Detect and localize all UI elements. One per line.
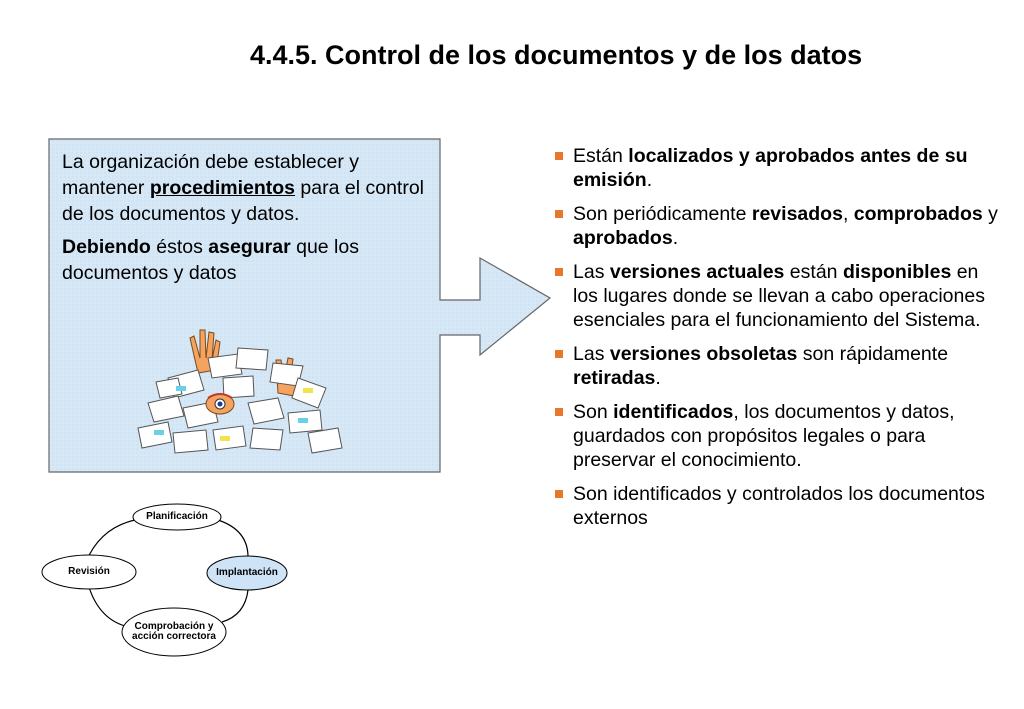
cycle-label-comprobacion-1: Comprobación y bbox=[134, 621, 214, 632]
list-item: Son identificados y controlados los documentos externos bbox=[553, 482, 1003, 530]
procedimientos-keyword: procedimientos bbox=[149, 177, 296, 199]
list-item: Están localizados y aprobados antes de su emisión. bbox=[553, 144, 1003, 192]
list-item: Son periódicamente revisados, comprobados y aprobados. bbox=[553, 202, 1003, 250]
slide-title: 4.4.5. Control de los documentos y de los datos bbox=[250, 40, 863, 70]
cycle-label-implantacion: Implantación bbox=[216, 567, 278, 578]
cycle-label-planificacion: Planificación bbox=[146, 511, 208, 522]
cycle-label-comprobacion-2: acción correctora bbox=[132, 631, 216, 642]
callout-paragraph-2: Debiendo éstos asegurar que los documentos y datos bbox=[62, 236, 359, 284]
cycle-label-revision: Revisión bbox=[68, 566, 110, 577]
callout-paragraph-1: La organización debe establecer y mantener procedimientos para el control de los documentos y datos. bbox=[62, 151, 425, 225]
list-item: Son identificados, los documentos y datos, guardados con propósitos legales o para preservar el conocimiento. bbox=[553, 400, 1003, 472]
list-item: Las versiones actuales están disponibles en los lugares donde se llevan a cabo operaciones esenciales para el funcionamiento del Sistema. bbox=[553, 260, 1003, 332]
list-item: Las versiones obsoletas son rápidamente retiradas. bbox=[553, 342, 1003, 390]
